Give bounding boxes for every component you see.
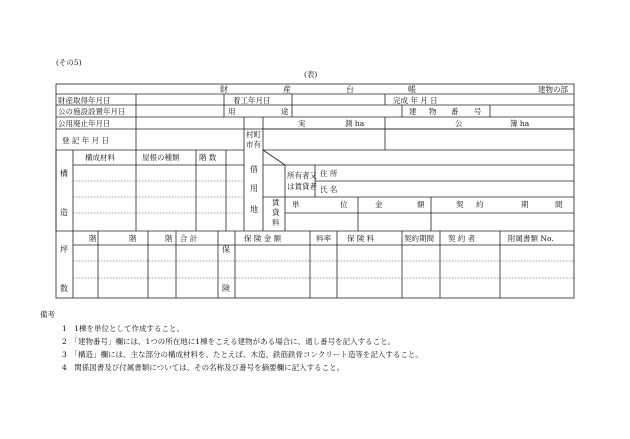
note-item: 4 関係図書及び付属書類については、その名称及び番号を摘要欄に記入すること。 bbox=[62, 363, 345, 372]
insurance-side-a: 保 bbox=[222, 245, 230, 254]
unit-label: 単 bbox=[292, 200, 300, 209]
floor-area-side-b: 数 bbox=[60, 284, 68, 293]
structure-side-label-a: 構 bbox=[60, 169, 68, 178]
building-number-label-d: 号 bbox=[474, 107, 482, 116]
measured-ha-label: 測 ha bbox=[345, 119, 365, 128]
amount-label-b: 額 bbox=[417, 200, 425, 209]
construction-start-label: 着工年月日 bbox=[233, 96, 271, 105]
rent-label-char-2: 貸 bbox=[272, 208, 280, 217]
notes-heading: 備考 bbox=[40, 310, 55, 319]
register-ha-label: 簿 ha bbox=[510, 119, 530, 128]
floor-header-2: 階 bbox=[129, 234, 137, 243]
acquisition-date-label: 財産取得年月日 bbox=[58, 96, 111, 105]
structure-side-label-b: 造 bbox=[60, 208, 68, 217]
use-label: 用 bbox=[228, 107, 236, 116]
floors-header: 階 数 bbox=[199, 153, 217, 162]
period-label-b: 間 bbox=[555, 200, 563, 209]
name-label: 氏 名 bbox=[320, 185, 338, 194]
borrowed-land-char-1: 借 bbox=[250, 165, 258, 174]
public-label: 公 bbox=[455, 119, 463, 128]
floor-total-header: 合 計 bbox=[180, 234, 198, 243]
owner-label-line2: は賃貸者 bbox=[287, 182, 317, 191]
village-owned-label-a: 村町 bbox=[246, 130, 261, 139]
insured-amount-header: 保 険 金 額 bbox=[244, 234, 282, 243]
registration-date-label: 登 記 年 月 日 bbox=[62, 136, 110, 145]
attached-docs-header: 附属書類 No. bbox=[508, 234, 554, 243]
facility-abolished-label: 公用廃止年月日 bbox=[58, 119, 111, 128]
facility-installed-label: 公の施設設置年月日 bbox=[58, 107, 126, 116]
rent-label-char-3: 料 bbox=[272, 218, 280, 227]
contractor-header: 契 約 者 bbox=[448, 234, 476, 243]
note-item: 3 「構造」欄には、主な部分の構成材料を、たとえば、木造、鉄筋鉄骨コンクリート造等を記入すること。 bbox=[62, 350, 423, 359]
front-side-label: (表) bbox=[304, 70, 318, 79]
premium-header: 保 険 料 bbox=[347, 234, 375, 243]
period-label-a: 期 bbox=[521, 200, 529, 209]
building-number-label-c: 番 bbox=[451, 107, 459, 116]
building-number-label-b: 物 bbox=[429, 107, 437, 116]
note-item: 2 「建物番号」欄には、1つの所在地に1棟をこえる建物がある場合に、通し番号を記入すること。 bbox=[62, 337, 396, 346]
amount-label-a: 金 bbox=[375, 200, 383, 209]
title-char-3: 台 bbox=[346, 85, 354, 94]
borrowed-land-char-2: 用 bbox=[250, 184, 258, 193]
use-label-2: 途 bbox=[281, 107, 289, 116]
form-number: (その5) bbox=[56, 58, 82, 67]
rate-header: 料率 bbox=[316, 234, 331, 243]
contract-label-a: 契 bbox=[456, 200, 464, 209]
title-char-4: 帳 bbox=[408, 85, 416, 94]
rent-label-char-1: 賃 bbox=[272, 198, 280, 207]
title-char-1: 財 bbox=[220, 85, 228, 94]
roof-type-header: 屋根の種類 bbox=[142, 153, 180, 162]
village-owned-label-b: 市有 bbox=[246, 140, 261, 149]
address-label: 住 所 bbox=[320, 169, 338, 178]
completion-label: 完成 年 月 日 bbox=[393, 96, 438, 105]
floor-area-side-a: 坪 bbox=[60, 245, 68, 254]
contract-label-b: 約 bbox=[476, 200, 484, 209]
insurance-side-b: 険 bbox=[222, 284, 230, 293]
contract-period-header: 契約期間 bbox=[404, 234, 434, 243]
floor-header-1: 階 bbox=[89, 234, 97, 243]
title-char-2: 産 bbox=[283, 85, 291, 94]
ledger-category: 建物の部 bbox=[538, 85, 568, 94]
building-number-label-a: 建 bbox=[409, 107, 417, 116]
position-label: 位 bbox=[340, 200, 348, 209]
actual-label: 実 bbox=[298, 119, 306, 128]
floor-header-3: 階 bbox=[165, 234, 173, 243]
note-item: 1 1棟を単位として作成すること。 bbox=[62, 324, 185, 333]
borrowed-land-char-3: 地 bbox=[250, 205, 258, 214]
material-header: 構成材料 bbox=[85, 153, 115, 162]
owner-label-line1: 所有者又 bbox=[287, 171, 317, 180]
